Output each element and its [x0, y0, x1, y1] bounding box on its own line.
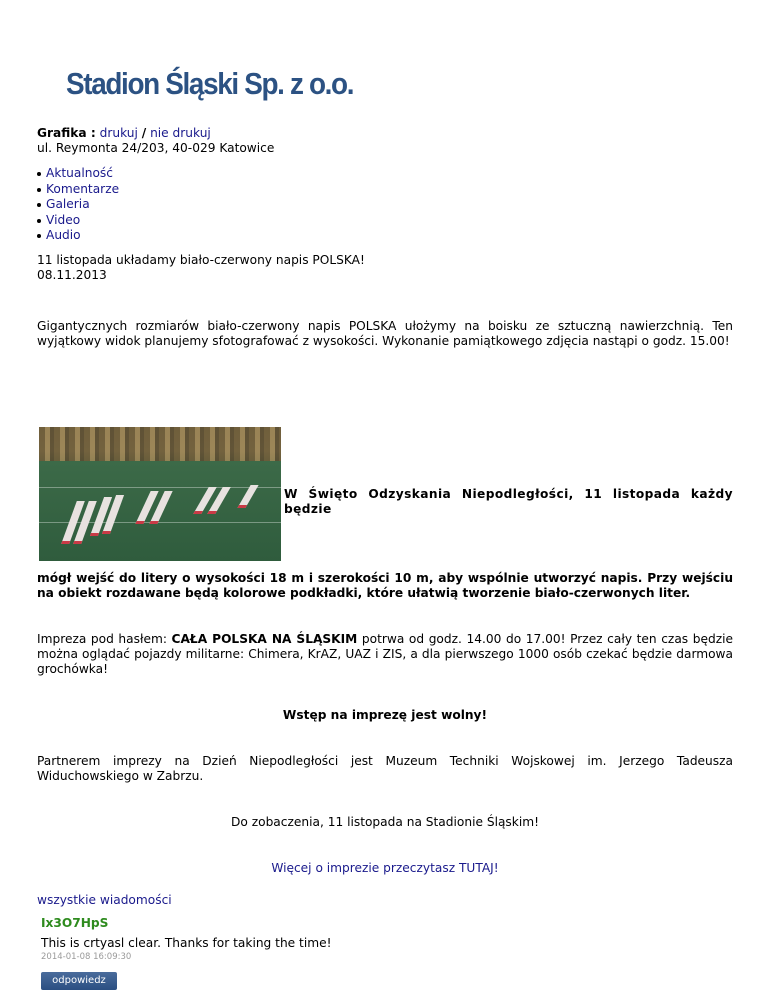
more-info-link[interactable]: Więcej o imprezie przeczytasz TUTAJ! [271, 860, 499, 875]
comment [37, 916, 733, 990]
menu-item-komentarze [37, 182, 733, 198]
article-photo[interactable] [39, 427, 281, 561]
print-separator: / [141, 126, 147, 140]
main-content [37, 126, 733, 990]
free-entry-note: Wstęp na imprezę jest wolny! [282, 707, 488, 722]
menu-link-galeria[interactable]: Galeria [46, 197, 90, 211]
menu-item-aktualnosc [37, 166, 733, 182]
reply-button[interactable]: odpowiedz [41, 972, 117, 990]
print-options [37, 126, 733, 141]
comment-text: This is crtyasl clear. Thanks for taking the time! [41, 935, 332, 950]
menu-item-galeria [37, 197, 733, 213]
photo-trees [39, 427, 281, 461]
more-info-line [37, 861, 733, 876]
no-print-link[interactable]: nie drukuj [150, 126, 211, 140]
comment-date: 2014-01-08 16:09:30 [41, 951, 132, 962]
menu-item-audio [37, 228, 733, 244]
article-paragraph-2-rest: mógł wejść do litery o wysokości 18 m i szerokości 10 m, aby wspólnie utworzyć napis. Przy wejściu na obiekt rozdawane będą kolorowe podkładki, które ułatwią tworzenie biało-czerwonych liter. [37, 570, 733, 600]
article-title: 11 listopada układamy biało-czerwony napis POLSKA! [37, 252, 365, 267]
article-paragraph-3 [37, 632, 733, 677]
photo-row [37, 427, 733, 561]
article-paragraph-1: Gigantycznych rozmiarów biało-czerwony napis POLSKA ułożymy na boisku ze sztuczną nawierzchnią. Ten wyjątkowy widok planujemy sfotografować z wysokości. Wykonanie pamiątkowego zdjęcia nastąpi o godz. 15.00! [37, 318, 733, 348]
all-news-link[interactable]: wszystkie wiadomości [37, 892, 172, 907]
comment-author: Ix3O7HpS [41, 915, 109, 930]
site-logo[interactable]: Stadion Śląski Sp. z o.o. [66, 66, 354, 101]
menu-item-video [37, 213, 733, 229]
article-paragraph-5: Partnerem imprezy na Dzień Niepodległości jest Muzeum Techniki Wojskowej im. Jerzego Tadeusza Widuchowskiego w Zabrzu. [37, 753, 733, 783]
article-paragraph-6: Do zobaczenia, 11 listopada na Stadionie Śląskim! [231, 814, 539, 829]
menu-link-aktualnosc[interactable]: Aktualność [46, 166, 113, 180]
p3-prefix: Impreza pod hasłem: [37, 631, 172, 646]
menu-link-audio[interactable]: Audio [46, 228, 81, 242]
photo-field-line [39, 487, 281, 488]
article-date: 08.11.2013 [37, 267, 107, 282]
grafika-label: Grafika : [37, 126, 96, 140]
address: ul. Reymonta 24/203, 40-029 Katowice [37, 141, 275, 155]
menu-link-komentarze[interactable]: Komentarze [46, 181, 120, 196]
p3-rest: potrwa od godz. 14.00 do 17.00! Przez cały ten czas będzie można oglądać pojazdy militarne: Chimera, KrAZ, UAZ i ZIS, a dla pierwszego 1000 osób czekać będzie darmowa grochówka! [37, 631, 733, 676]
event-name: CAŁA POLSKA NA ŚLĄSKIM [171, 631, 358, 646]
section-menu [37, 166, 733, 244]
menu-link-video[interactable]: Video [46, 212, 81, 227]
article-paragraph-2-start: W Święto Odzyskania Niepodległości, 11 listopada każdy będzie [284, 486, 733, 516]
print-link[interactable]: drukuj [99, 126, 138, 140]
